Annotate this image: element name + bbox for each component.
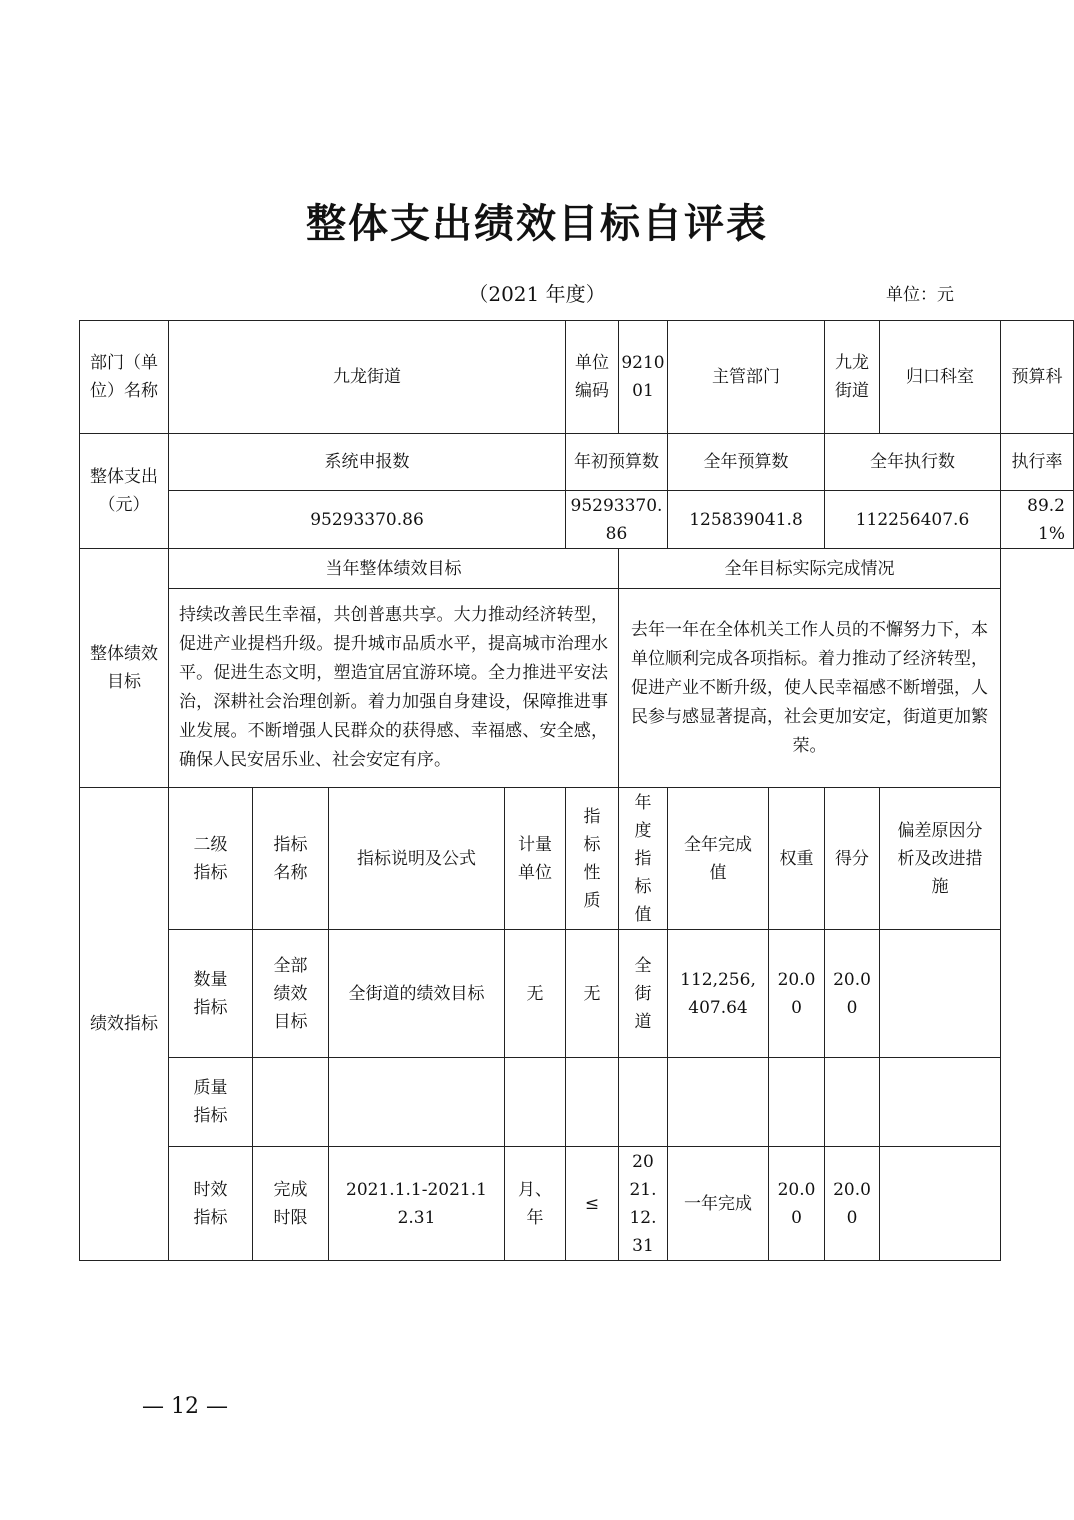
row-nature: 无	[566, 930, 619, 1058]
code-label: 单位编码	[566, 321, 619, 434]
row-actual: 一年完成	[668, 1147, 769, 1261]
row-score: 20.00	[825, 1147, 880, 1261]
hdr-desc: 指标说明及公式	[329, 788, 505, 930]
hdr-level2: 二级指标	[169, 788, 253, 930]
exec-value: 112256407.6	[825, 491, 1001, 549]
row-unit: 月、年	[505, 1147, 566, 1261]
row-actual: 112,256,407.64	[668, 930, 769, 1058]
actual-text: 去年一年在全体机关工作人员的不懈努力下，本单位顺利完成各项指标。着力推动了经济转型，促进产业不断升级，使人民幸福感不断增强，人民参与感显著提高，社会更加安定，街道更加繁荣。	[619, 589, 1001, 788]
dept-label: 部门（单位）名称	[80, 321, 169, 434]
col-rate: 执行率	[1001, 434, 1074, 491]
dept-value: 九龙街道	[169, 321, 566, 434]
col-annual: 全年预算数	[668, 434, 825, 491]
row-desc: 2021.1.1-2021.12.31	[329, 1147, 505, 1261]
row-target: 2021.12.31	[619, 1147, 668, 1261]
hdr-deviation: 偏差原因分析及改进措施	[880, 788, 1001, 930]
year-caption: （2021 年度）	[468, 282, 606, 306]
row-desc: 全街道的绩效目标	[329, 930, 505, 1058]
col-initial: 年初预算数	[566, 434, 668, 491]
code-value: 921001	[619, 321, 668, 434]
unit-caption: 单位：元	[886, 285, 954, 305]
spending-label: 整体支出（元）	[80, 434, 169, 549]
row-level2: 数量指标	[169, 930, 253, 1058]
row-deviation	[880, 930, 1001, 1058]
row-score	[825, 1058, 880, 1147]
row-actual	[668, 1058, 769, 1147]
hdr-unit: 计量单位	[505, 788, 566, 930]
col-system: 系统申报数	[169, 434, 566, 491]
row-target	[619, 1058, 668, 1147]
hdr-actual: 全年完成值	[668, 788, 769, 930]
page-number: — 12 —	[142, 1394, 228, 1419]
system-value: 95293370.86	[169, 491, 566, 549]
row-weight: 20.00	[769, 1147, 825, 1261]
row-deviation	[880, 1147, 1001, 1261]
row-weight	[769, 1058, 825, 1147]
row-deviation	[880, 1058, 1001, 1147]
hdr-weight: 权重	[769, 788, 825, 930]
goals-label: 整体绩效目标	[80, 549, 169, 788]
row-unit: 无	[505, 930, 566, 1058]
indicators-label: 绩效指标	[80, 788, 169, 1261]
row-weight: 20.00	[769, 930, 825, 1058]
row-score: 20.00	[825, 930, 880, 1058]
row-name	[253, 1058, 329, 1147]
rate-value: 89.21%	[1001, 491, 1074, 549]
row-target: 全街道	[619, 930, 668, 1058]
page-title: 整体支出绩效目标自评表	[306, 200, 768, 247]
supervisor-label: 主管部门	[668, 321, 825, 434]
row-name: 全部绩效目标	[253, 930, 329, 1058]
hdr-score: 得分	[825, 788, 880, 930]
hdr-name: 指标名称	[253, 788, 329, 930]
initial-value: 95293370.86	[566, 491, 668, 549]
office-name: 预算科	[1001, 321, 1074, 434]
row-name: 完成时限	[253, 1147, 329, 1261]
actual-header: 全年目标实际完成情况	[619, 549, 1001, 589]
row-desc	[329, 1058, 505, 1147]
evaluation-table	[79, 320, 1074, 1261]
row-nature: ≤	[566, 1147, 619, 1261]
row-unit	[505, 1058, 566, 1147]
row-level2: 质量指标	[169, 1058, 253, 1147]
hdr-nature: 指标性质	[566, 788, 619, 930]
annual-value: 125839041.8	[668, 491, 825, 549]
target-text: 持续改善民生幸福，共创普惠共享。大力推动经济转型，促进产业提档升级。提升城市品质水平，提高城市治理水平。促进生态文明，塑造宜居宜游环境。全力推进平安法治，深耕社会治理创新。着力加强自身建设，保障推进事业发展。不断增强人民群众的获得感、幸福感、安全感，确保人民安居乐业、社会安定有序。	[169, 589, 619, 788]
hdr-target: 年度指标值	[619, 788, 668, 930]
row-level2: 时效指标	[169, 1147, 253, 1261]
row-nature	[566, 1058, 619, 1147]
target-header: 当年整体绩效目标	[169, 549, 619, 589]
supervisor-value: 九龙街道	[825, 321, 880, 434]
office-value: 归口科室	[880, 321, 1001, 434]
col-exec: 全年执行数	[825, 434, 1001, 491]
